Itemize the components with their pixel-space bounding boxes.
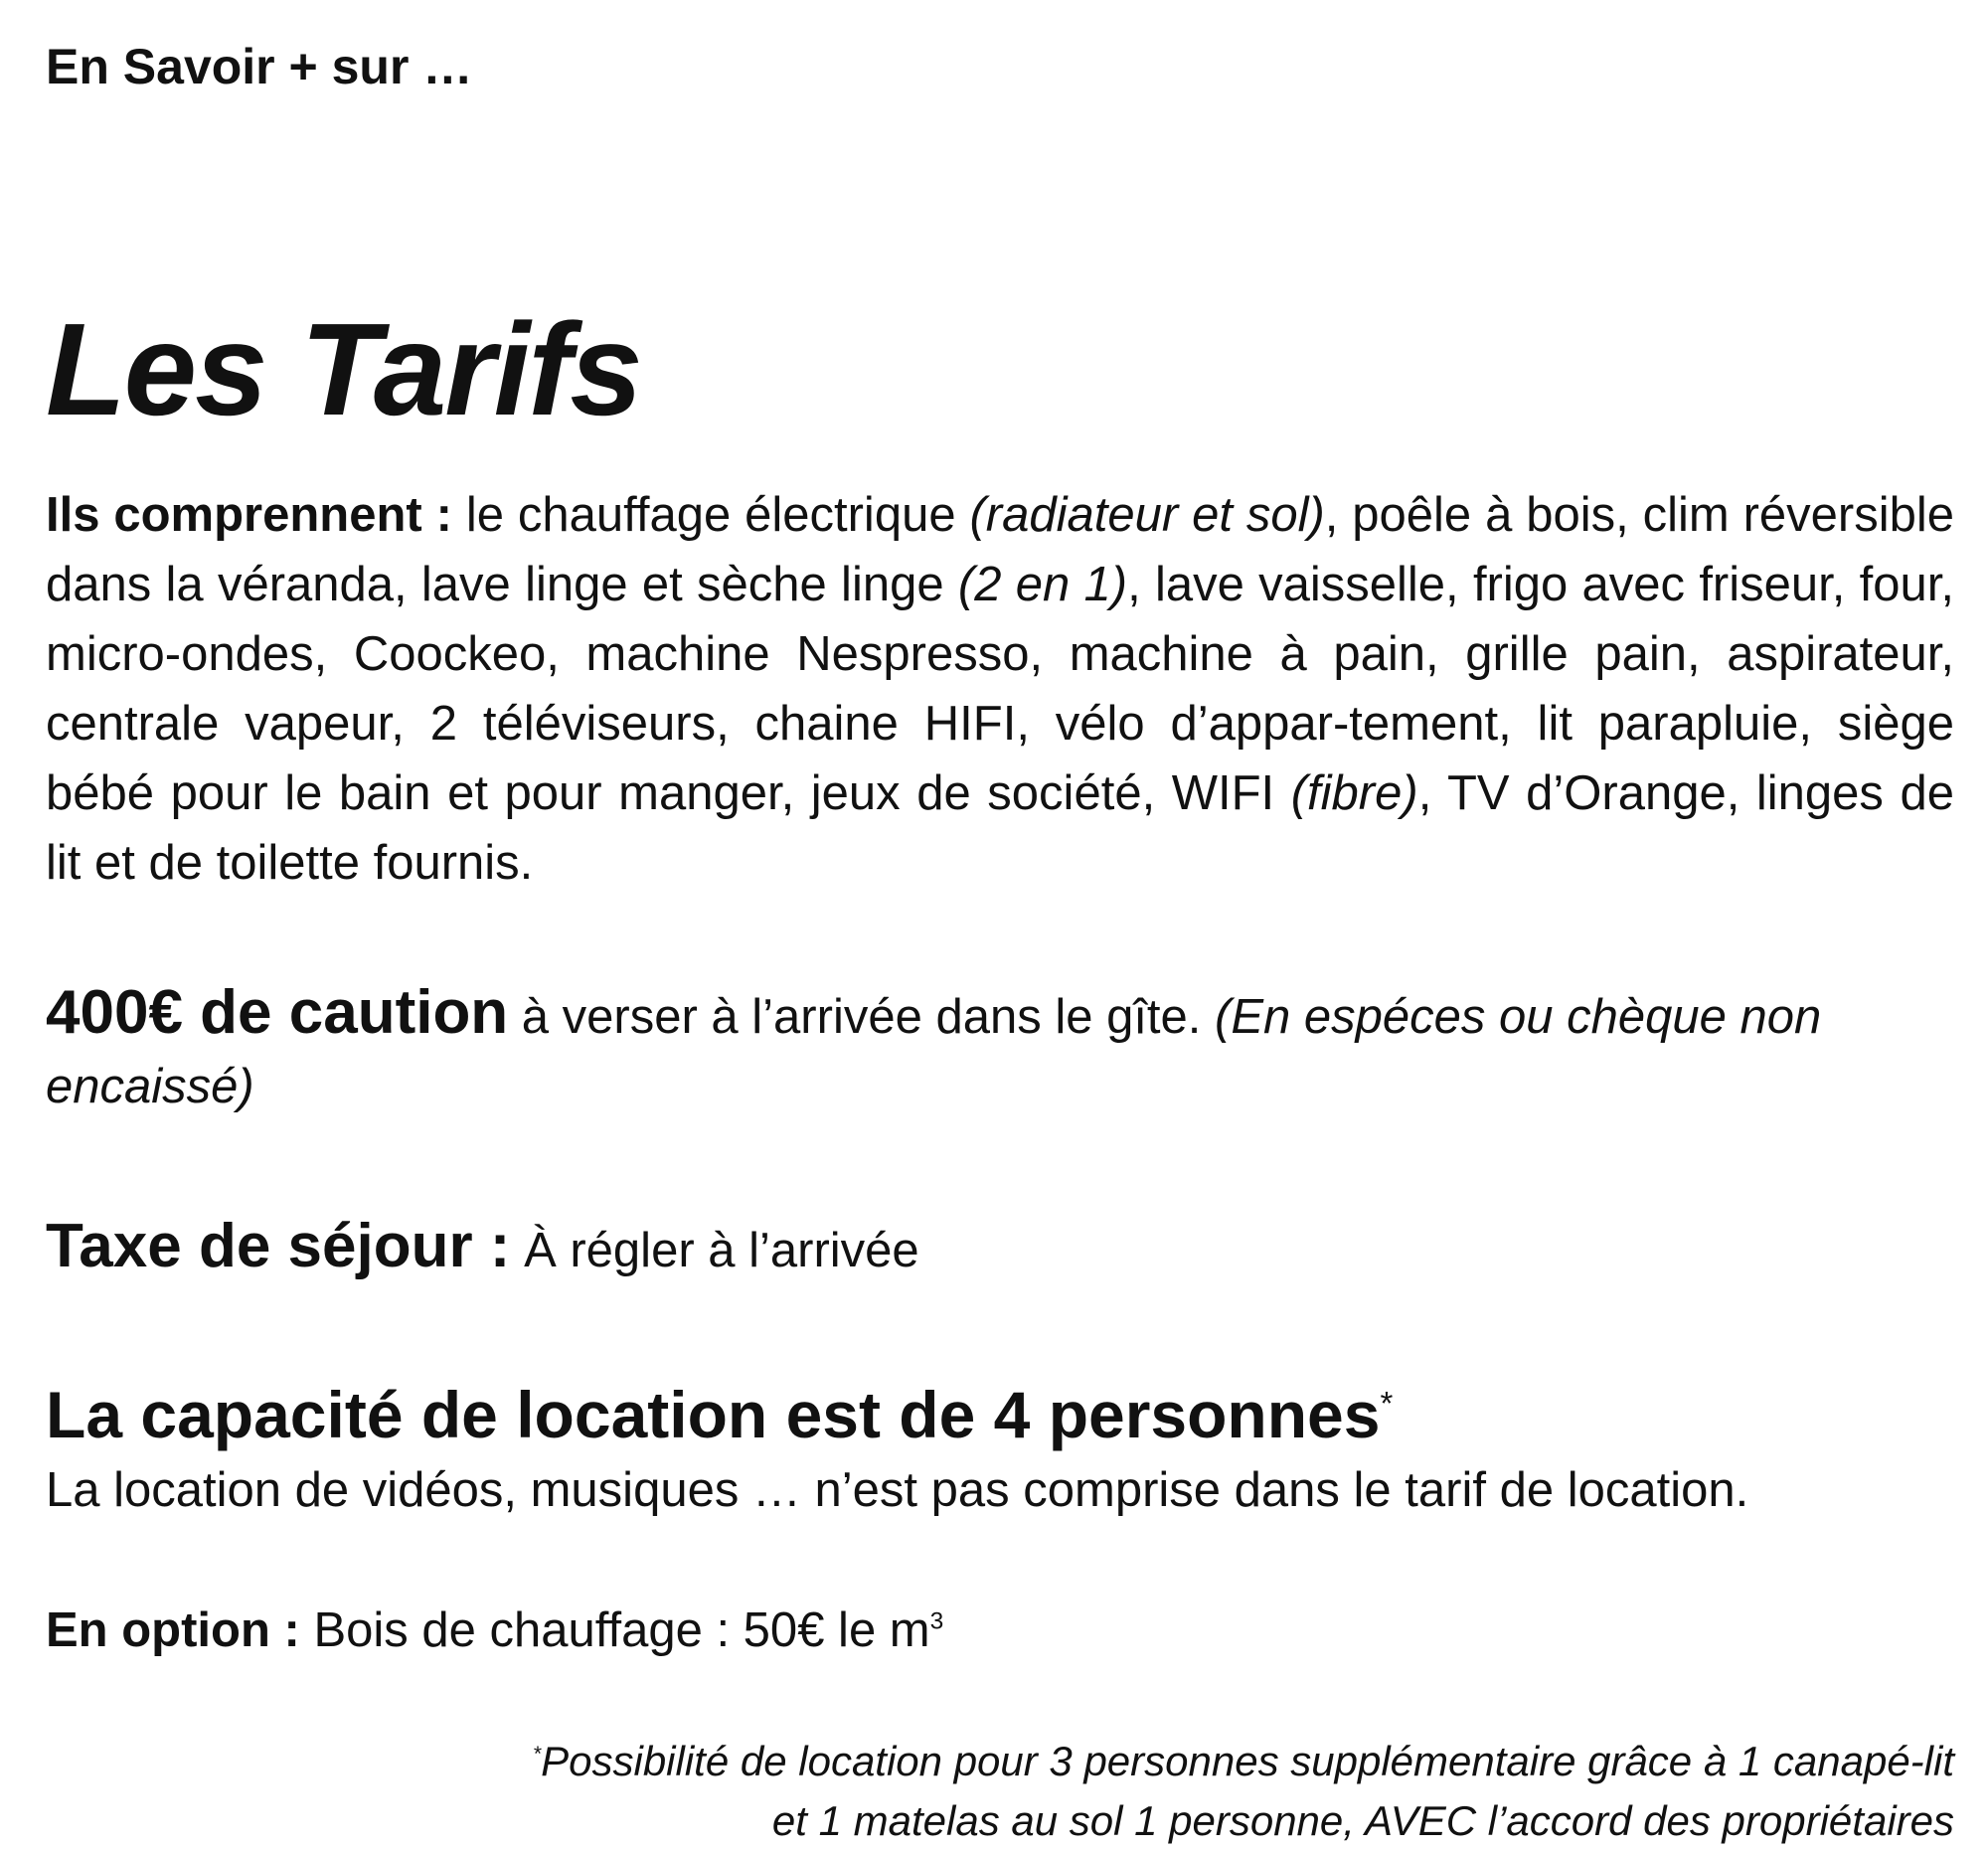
deposit-text: à verser à l’arrivée dans le gîte. — [508, 990, 1216, 1044]
capacity-note: La location de vidéos, musiques … n’est pas comprise dans le tarif de location. — [46, 1463, 1749, 1517]
capacity-footnote — [46, 1732, 1954, 1851]
capacity-heading — [46, 1375, 1393, 1454]
includes-text-4: , TV d’Orange, linges de lit et de toilette fournis. — [46, 766, 1955, 890]
deposit-label: 400€ de caution — [46, 978, 509, 1047]
footnote-marker: * — [532, 1743, 542, 1766]
includes-note-1: (radiateur et sol) — [969, 488, 1325, 542]
capacity-footnote-marker: * — [1380, 1384, 1394, 1422]
includes-note-2: (2 en 1) — [957, 558, 1128, 611]
includes-text-2: , poêle à bois, clim réversible dans la véranda, lave linge et sèche linge — [46, 488, 1954, 611]
section-kicker: En Savoir + sur … — [46, 39, 473, 94]
includes-label: Ils comprennent : — [46, 488, 452, 542]
option-exponent: 3 — [929, 1607, 944, 1635]
page-title: Les Tarifs — [46, 296, 641, 443]
option-text: Bois de chauffage : 50€ le m — [299, 1603, 930, 1657]
includes-text-3: , lave vaisselle, frigo avec friseur, four, micro-ondes, Coockeo, machine Nespresso, machine à pain, grille pain, aspirateur, centrale vapeur, 2 téléviseurs, chaine HIFI, vélo d’appar-tement, lit parapluie, siège bébé pour le bain et pour manger, jeux de société, WIFI — [46, 558, 1954, 820]
included-amenities-paragraph — [46, 480, 1954, 898]
option-label: En option : — [46, 1603, 300, 1657]
capacity-heading-text: La capacité de location est de 4 personnes — [46, 1377, 1381, 1451]
tourist-tax-paragraph — [46, 1212, 919, 1285]
includes-note-3: (fibre) — [1290, 766, 1418, 820]
deposit-note: (En espéces ou chèque non encaissé) — [46, 990, 1822, 1113]
includes-text-1: le chauffage électrique — [451, 488, 970, 542]
tax-text: À régler à l’arrivée — [510, 1224, 919, 1277]
deposit-paragraph — [46, 978, 1954, 1121]
tax-label: Taxe de séjour : — [46, 1212, 511, 1280]
option-paragraph — [46, 1596, 943, 1665]
footnote-line-2: et 1 matelas au sol 1 personne, AVEC l’accord des propriétaires — [771, 1797, 1954, 1844]
footnote-line-1: Possibilité de location pour 3 personnes supplémentaire grâce à 1 canapé-lit — [541, 1738, 1954, 1784]
